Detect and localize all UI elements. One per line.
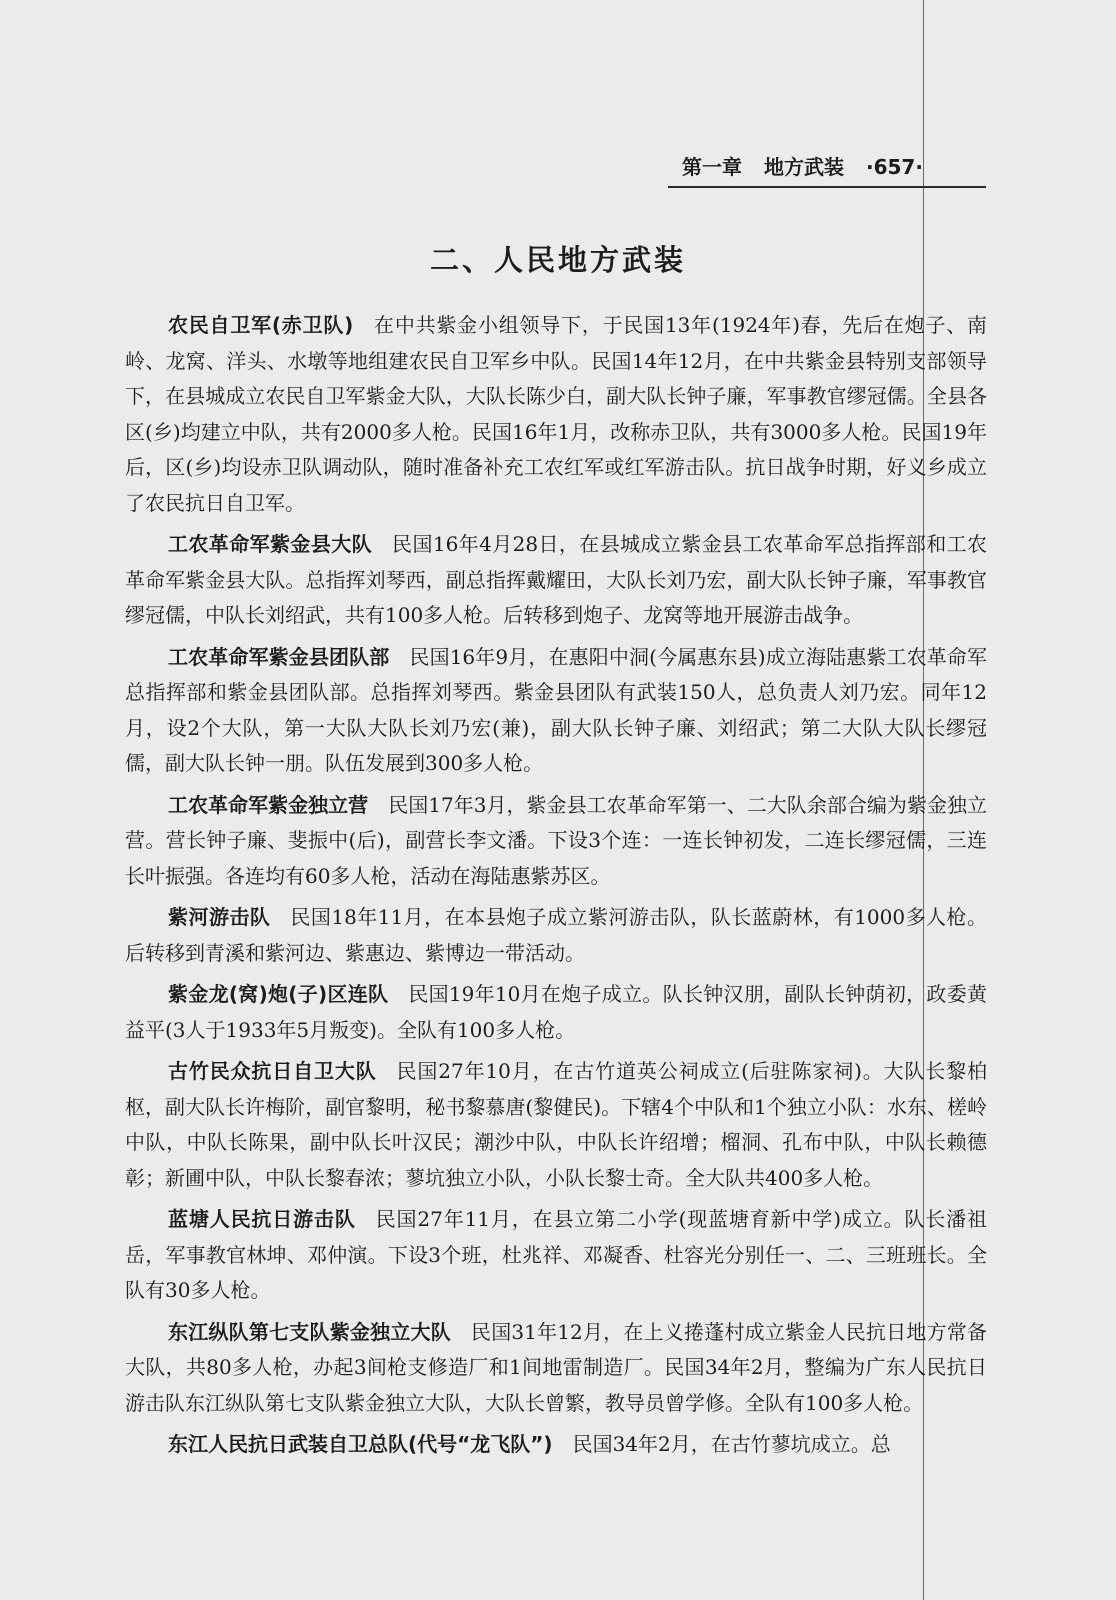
- chapter-label: 第一章: [682, 155, 742, 179]
- entry-longfei-team: [125, 1427, 987, 1463]
- entry-guzhu-self-defense: [125, 1054, 987, 1196]
- entry-county-regiment: [125, 640, 987, 782]
- entry-heading: 东江纵队第七支队紫金独立大队: [168, 1319, 451, 1344]
- entry-zihe-guerrilla: [125, 900, 987, 971]
- entry-heading: 古竹民众抗日自卫大队: [168, 1059, 377, 1083]
- page-number: ·657·: [866, 155, 923, 179]
- entry-lantang-guerrilla: [125, 1202, 987, 1309]
- entry-text: 民国17年3月，紫金县工农革命军第一、二大队余部合编为紫金独立营。营长钟子廉、斐振中(后)，副营长李文潘。下设3个连：一连长钟初发，二连长缪冠儒，三连长叶振强。各连均有60多人枪，活动在海陆惠紫苏区。: [125, 792, 987, 888]
- entry-longpao-company: [125, 977, 987, 1048]
- entry-heading: 农民自卫军(赤卫队): [168, 313, 354, 337]
- entry-heading: 蓝塘人民抗日游击队: [168, 1207, 356, 1231]
- entry-dongjiang-seventh-detachment: [125, 1315, 987, 1422]
- chapter-title: 地方武装: [764, 155, 844, 179]
- entry-text: 民国27年11月，在县立第二小学(现蓝塘育新中学)成立。队长潘祖岳，军事教官林坤、邓仲演。下设3个班，杜兆祥、邓凝香、杜容光分别任一、二、三班班长。全队有30多人枪。: [125, 1207, 987, 1302]
- entry-heading: 工农革命军紫金独立营: [168, 792, 369, 817]
- section-title: 二、人民地方武装: [429, 243, 686, 277]
- entry-text: 民国16年9月，在惠阳中洞(今属惠东县)成立海陆惠紫工农革命军总指挥部和紫金县团队部。总指挥刘琴西。紫金县团队有武装150人，总负责人刘乃宏。同年12月，设2个大队，第一大队大队长刘乃宏(兼)，副大队长钟子廉、刘绍武；第二大队大队长缪冠儒，副大队长钟一朋。队伍发展到300多人枪。: [125, 644, 988, 775]
- entry-text: 民国16年4月28日，在县城成立紫金县工农革命军总指挥部和工农革命军紫金县大队。总指挥刘琴西，副总指挥戴耀田，大队长刘乃宏，副大队长钟子廉，军事教官缪冠儒，中队长刘绍武，共有100多人枪。后转移到炮子、龙窝等地开展游击战争。: [125, 532, 987, 627]
- entry-county-brigade: [125, 527, 987, 634]
- entry-independent-battalion: [125, 788, 987, 895]
- body-text: [125, 308, 987, 1469]
- entry-heading: 紫河游击队: [168, 905, 271, 929]
- entry-text: 民国18年11月，在本县炮子成立紫河游击队，队长蓝蔚林，有1000多人枪。后转移到青溪和紫河边、紫惠边、紫博边一带活动。: [125, 905, 988, 965]
- entry-text: 民国27年10月，在古竹道英公祠成立(后驻陈家祠)。大队长黎柏枢，副大队长许梅阶，副官黎明，秘书黎慕唐(黎健民)。下辖4个中队和1个独立小队：水东、槎岭中队，中队长陈果，副中队长叶汉民；潮沙中队，中队长许绍增；榴洞、孔布中队，中队长赖德彰；新圃中队，中队长黎春浓；蓼坑独立小队，小队长黎士奇。全大队共400多人枪。: [125, 1059, 988, 1190]
- entry-text: 在中共紫金小组领导下，于民国13年(1924年)春，先后在炮子、南岭、龙窝、洋头、水墩等地组建农民自卫军乡中队。民国14年12月，在中共紫金县特别支部领导下，在县城成立农民自卫军紫金大队，大队长陈少白，副大队长钟子廉，军事教官缪冠儒。全县各区(乡)均建立中队，共有2000多人枪。民国16年1月，改称赤卫队，共有3000多人枪。民国19年后，区(乡)均设赤卫队调动队，随时准备补充工农红军或红军游击队。抗日战争时期，好义乡成立了农民抗日自卫军。: [125, 313, 988, 515]
- running-head: [682, 154, 982, 180]
- entry-heading: 紫金龙(窝)炮(子)区连队: [168, 982, 389, 1006]
- entry-text: 民国19年10月在炮子成立。队长钟汉朋，副队长钟荫初，政委黄益平(3人于1933年5月叛变)。全队有100多人枪。: [125, 982, 987, 1042]
- entry-text: 民国31年12月，在上义捲蓬村成立紫金人民抗日地方常备大队，共80多人枪，办起3间枪支修造厂和1间地雷制造厂。民国34年2月，整编为广东人民抗日游击队东江纵队第七支队紫金独立大队，大队长曾繁，教导员曾学修。全队有100多人枪。: [125, 1319, 987, 1415]
- entry-heading: 工农革命军紫金县大队: [168, 532, 373, 556]
- entry-heading: 东江人民抗日武装自卫总队(代号“龙飞队”): [168, 1432, 553, 1456]
- entry-heading: 工农革命军紫金县团队部: [168, 644, 390, 669]
- entry-text: 民国34年2月，在古竹蓼坑成立。总: [572, 1432, 891, 1456]
- header-rule: [668, 186, 986, 188]
- entry-peasant-self-defense-army: [125, 308, 987, 521]
